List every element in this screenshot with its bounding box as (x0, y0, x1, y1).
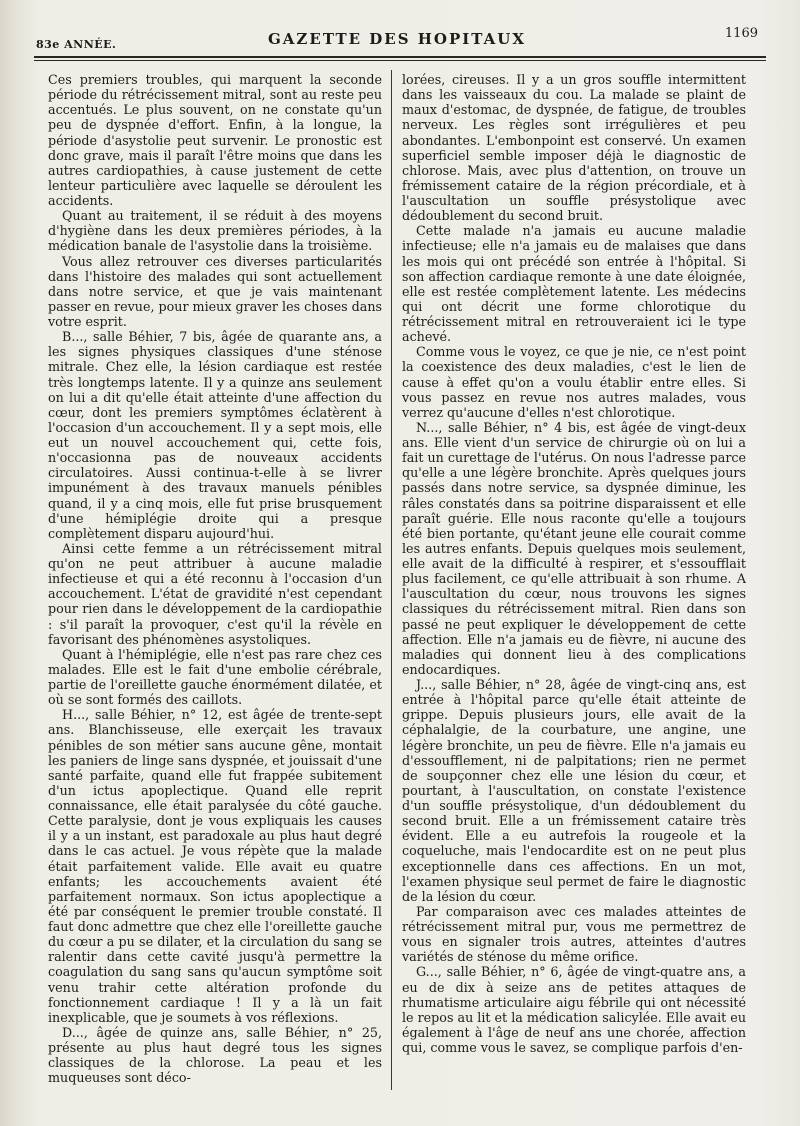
paragraph: J..., salle Béhier, n° 28, âgée de vingt-cinq ans, est entrée à l'hôpital parce qu'elle était atteinte de grippe. Depuis plusieurs jours, elle avait de la céphalalgie, de la courbature, une angine, une légère bronchite, un peu de fièvre. Elle n'a jamais eu d'essoufflement, ni de palpitations; rien ne permet de soupçonner chez elle une lésion du cœur, et pourtant, à l'auscultation, on constate l'existence d'un souffle présystolique, d'un dédoublement du second bruit. Elle a un frémissement cataire très évident. Elle a eu autrefois la rougeole et la coqueluche, mais l'endocardite est on ne peut plus exceptionnelle dans ces affections. En un mot, l'examen physique seul permet de faire le diagnostic de la lésion du cœur. (402, 677, 746, 904)
page-header (30, 24, 764, 54)
paragraph: Comme vous le voyez, ce que je nie, ce n'est point la coexistence des deux maladies, c'est le lien de cause à effet qu'on a voulu établir entre elles. Si vous passez en revue nos autres malades, vous verrez qu'aucune d'elles n'est chlorotique. (402, 344, 746, 420)
left-column (48, 72, 382, 1085)
paragraph: B..., salle Béhier, 7 bis, âgée de quarante ans, a les signes physiques classiques d'une sténose mitrale. Chez elle, la lésion cardiaque est restée très longtemps latente. Il y a quinze ans seulement on lui a dit qu'elle était atteinte d'une affection du cœur, dont les premiers symptômes éclatèrent à l'occasion d'un accouchement. Il y a sept mois, elle eut un nouvel accouchement qui, cette fois, n'occasionna pas de nouveaux accidents circulatoires. Aussi continua-t-elle à se livrer impunément à des travaux manuels pénibles quand, il y a cinq mois, elle fut prise brusquement d'une hémiplégie droite qui a presque complètement disparu aujourd'hui. (48, 329, 382, 541)
journal-title: GAZETTE DES HOPITAUX (267, 30, 526, 48)
paragraph-continuation: lorées, cireuses. Il y a un gros souffle intermittent dans les vaisseaux du cou. La malade se plaint de maux d'estomac, de dyspnée, de fatigue, de troubles nerveux. Les règles sont irrégulières et peu abondantes. L'embonpoint est conservé. Un examen superficiel semble imposer déjà le diagnostic de chlorose. Mais, avec plus d'attention, on trouve un frémissement cataire de la région précordiale, et à l'auscultation un souffle présystolique avec dédoublement du second bruit. (402, 72, 746, 224)
right-column (402, 72, 746, 1055)
paragraph: Ainsi cette femme a un rétrécissement mitral qu'on ne peut attribuer à aucune maladie infectieuse et qui a été reconnu à l'occasion d'un accouchement. L'état de gravidité n'est cependant pour rien dans le développement de la cardiopathie : s'il paraît la provoquer, c'est qu'il la révèle en favorisant des phénomènes asystoliques. (48, 540, 382, 647)
page-number: 1169 (724, 26, 758, 41)
paragraph: D..., âgée de quinze ans, salle Béhier, n° 25, présente au plus haut degré tous les signes classiques de la chlorose. La peau et les muqueuses sont déco- (48, 1024, 382, 1086)
paragraph: N..., salle Béhier, n° 4 bis, est âgée de vingt-deux ans. Elle vient d'un service de chirurgie où on lui a fait un curettage de l'utérus. On nous l'adresse parce qu'elle a une légère bronchite. Après quelques jours passés dans notre service, sa dyspnée diminue, les râles constatés dans sa poitrine disparaissent et elle paraît guérie. Elle nous raconte qu'elle a toujours été bien portante, qu'étant jeune elle courait comme les autres enfants. Depuis quelques mois seulement, elle avait de la difficulté à respirer, et s'essoufflait plus facilement, ce qu'elle attribuait à son rhume. A l'auscultation du cœur, nous trouvons les signes classiques du rétrécissement mitral. Rien dans son passé ne peut expliquer le développement de cette affection. Elle n'a jamais eu de fièvre, ni aucune des maladies qui donnent lieu à des complications endocardiques. (402, 419, 746, 677)
paragraph: Quant au traitement, il se réduit à des moyens d'hygiène dans les deux premières périodes, à la médication banale de l'asystolie dans la troisième. (48, 208, 382, 254)
paragraph: Vous allez retrouver ces diverses particularités dans l'histoire des malades qui sont actuellement dans notre service, et que je vais maintenant passer en revue, pour mieux graver les choses dans votre esprit. (48, 253, 382, 329)
header-rule-thick (34, 56, 766, 58)
header-rule-thin (34, 60, 766, 61)
column-divider (391, 70, 392, 1090)
paragraph: Quant à l'hémiplégie, elle n'est pas rare chez ces malades. Elle est le fait d'une embolie cérébrale, partie de l'oreillette gauche énormément dilatée, et où se sont formés des caillots. (48, 646, 382, 708)
paragraph: H..., salle Béhier, n° 12, est âgée de trente-sept ans. Blanchisseuse, elle exerçait les travaux pénibles de son métier sans aucune gêne, montait les paniers de linge sans dyspnée, et jouissait d'une santé parfaite, quand elle fut frappée subitement d'un ictus apoplectique. Quand elle reprit connaissance, elle était paralysée du côté gauche. Cette paralysie, dont je vous expliquais les causes il y a un instant, est paradoxale au plus haut degré dans le cas actuel. Je vous répète que la malade était parfaitement valide. Elle avait eu quatre enfants; les accouchements avaient été parfaitement normaux. Son ictus apoplectique a été par conséquent le premier trouble constaté. Il faut donc admettre que chez elle l'oreillette gauche du cœur a pu se dilater, et la circulation du sang se ralentir dans cette cavité jusqu'à permettre la coagulation du sang sans qu'aucun symptôme soit venu trahir cette altération profonde du fonctionnement cardiaque ! Il y a là un fait inexplicable, que je soumets à vos réflexions. (48, 707, 382, 1025)
paragraph: Cette malade n'a jamais eu aucune maladie infectieuse; elle n'a jamais eu de malaises que dans les mois qui ont précédé son entrée à l'hôpital. Si son affection cardiaque remonte à une date éloignée, elle est restée complètement latente. Les médecins qui ont décrit une forme chlorotique du rétrécissement mitral en retrouveraient ici le type achevé. (402, 223, 746, 345)
paragraph: Par comparaison avec ces malades atteintes de rétrécissement mitral pur, vous me permettrez de vous en signaler trois autres, atteintes d'autres variétés de sténose du même orifice. (402, 903, 746, 965)
issue-number: 83e ANNÉE. (36, 38, 117, 51)
paragraph: Ces premiers troubles, qui marquent la seconde période du rétrécissement mitral, sont au reste peu accentués. Le plus souvent, on ne constate qu'un peu de dyspnée d'effort. Enfin, à la longue, la période d'asystolie peut survenir. Le pronostic est donc grave, mais il paraît l'être moins que dans les autres cardiopathies, à cause justement de cette lenteur particulière avec laquelle se déroulent les accidents. (48, 72, 382, 208)
paragraph: G..., salle Béhier, n° 6, âgée de vingt-quatre ans, a eu de dix à seize ans de petites attaques de rhumatisme articulaire aigu fébrile qui ont nécessité le repos au lit et la médication salicylée. Elle avait eu également à l'âge de neuf ans une chorée, affection qui, comme vous le savez, se complique parfois d'en- (402, 964, 746, 1055)
